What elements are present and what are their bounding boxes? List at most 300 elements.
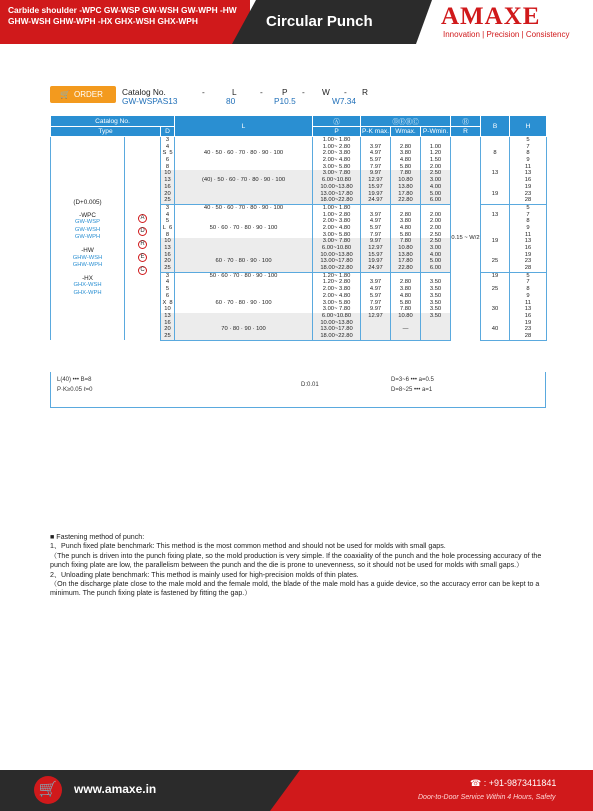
cell-pk: 9.97	[361, 170, 391, 177]
cell-pw: 3.50	[421, 300, 451, 307]
note-1-title: 1、Punch fixed plate benchmark: This method is the most common method and should not be used for molds with small gaps.	[50, 542, 446, 551]
type-group-item: GHX-WSH	[73, 282, 102, 289]
cell-b	[481, 197, 510, 204]
cell-pk: 19.97	[361, 191, 391, 198]
cell-w	[391, 204, 421, 211]
cell-pk: 4.97	[361, 150, 391, 157]
cell-pw: 6.00	[421, 265, 451, 272]
cell-h: 8	[510, 286, 547, 293]
cell-h: 8	[510, 218, 547, 225]
note-2-body: （On the discharge plate close to the male mold and the female mold, the blade of the male mold has a guide device, so the accuracy error can be kept to a minimum. The punch fixing plate is fastened by fitting the gap.）	[50, 580, 540, 598]
cell-p: 10.00~13.80	[313, 320, 361, 327]
cell-w	[391, 320, 421, 327]
cell-b: 13	[481, 212, 510, 219]
cell-d: 4	[161, 279, 175, 286]
cell-p: 2.00~ 4.80	[313, 157, 361, 164]
cell-pk: 5.97	[361, 225, 391, 232]
header-r-marker: Ⓡ	[451, 116, 481, 127]
cell-p: 1.20~ 2.80	[313, 279, 361, 286]
cell-d: 10	[161, 306, 175, 313]
cell-pk: 4.97	[361, 218, 391, 225]
cell-p: 6.00~10.80	[313, 177, 361, 184]
cell-w: 7.80	[391, 170, 421, 177]
cell-pk: 12.97	[361, 313, 391, 320]
catalog-label: Catalog No.	[122, 87, 166, 97]
cell-b	[481, 245, 510, 252]
cell-pw	[421, 326, 451, 333]
cell-d: 16	[161, 252, 175, 259]
cell-pw: 2.00	[421, 218, 451, 225]
tolerance-label: (D+0.005)	[73, 199, 102, 206]
cell-d: 13	[161, 313, 175, 320]
cell-p: 3.00~ 7.80	[313, 238, 361, 245]
cell-w: 5.80	[391, 232, 421, 239]
cell-h: 13	[510, 238, 547, 245]
header-a-marker: Ⓐ	[313, 116, 361, 127]
cell-l	[175, 286, 313, 293]
cell-d: 25	[161, 197, 175, 204]
cell-p: 1.00~ 1.80	[313, 137, 361, 144]
cart-icon: 🛒	[60, 90, 70, 99]
cell-l	[175, 197, 313, 204]
cell-p: 1.00~ 2.80	[313, 212, 361, 219]
example-p: P10.5	[274, 96, 296, 106]
header-p: P	[313, 127, 361, 137]
cell-pk	[361, 326, 391, 333]
cell-pk	[361, 137, 391, 144]
cell-pk: 24.97	[361, 197, 391, 204]
website-link[interactable]: www.amaxe.in	[74, 782, 157, 796]
cell-p: 1.20~ 1.80	[313, 272, 361, 279]
cell-w	[391, 137, 421, 144]
cell-w: —	[391, 326, 421, 333]
cell-d: 20	[161, 258, 175, 265]
type-block	[51, 137, 125, 341]
cell-pk: 4.97	[361, 286, 391, 293]
cell-p: 13.00~17.80	[313, 191, 361, 198]
cell-h: 23	[510, 191, 547, 198]
cell-w: 10.80	[391, 313, 421, 320]
cell-p: 6.00~10.80	[313, 245, 361, 252]
cell-pk: 9.97	[361, 238, 391, 245]
note-1-body: （The punch is driven into the punch fixing plate, so the mold production is very simple. If the coaxiality of the punch and the hole processing accuracy of the punch fixing plate are low, the parallelism between the punch and the die is prone to unevenness, so it should not be used for molds with small gaps.）	[50, 551, 542, 570]
cell-b: 25	[481, 258, 510, 265]
header-r: R	[451, 127, 481, 137]
cell-pw: 3.00	[421, 245, 451, 252]
footnote-1: L(40) ••• B=8	[57, 377, 92, 383]
cell-b	[481, 157, 510, 164]
cell-p: 10.00~13.80	[313, 252, 361, 259]
example-catalog: GW-WSPAS13	[122, 96, 178, 106]
cell-pw: 3.50	[421, 306, 451, 313]
header-d: D	[161, 127, 175, 137]
cell-pw: 2.50	[421, 238, 451, 245]
cell-pw: 4.00	[421, 184, 451, 191]
cell-p: 6.00~10.80	[313, 313, 361, 320]
type-group-item: GW-WSH	[74, 226, 101, 233]
cell-d: 3	[161, 137, 175, 144]
cell-w: 10.80	[391, 177, 421, 184]
example-l: 80	[226, 96, 236, 106]
cell-h: 16	[510, 245, 547, 252]
cell-b	[481, 293, 510, 300]
cell-p: 3.00~ 7.80	[313, 306, 361, 313]
cell-l	[175, 265, 313, 272]
cell-pk: 9.97	[361, 306, 391, 313]
cell-pk: 5.97	[361, 293, 391, 300]
cell-l	[175, 137, 313, 144]
cell-pk: 7.97	[361, 232, 391, 239]
cell-pw: 3.00	[421, 177, 451, 184]
header-product-band	[0, 0, 250, 44]
cell-pk	[361, 333, 391, 340]
cell-pw: 2.00	[421, 164, 451, 171]
cell-h: 28	[510, 265, 547, 272]
cell-d: 5	[161, 286, 175, 293]
cell-l	[175, 157, 313, 164]
cell-pw	[421, 272, 451, 279]
cell-pk: 12.97	[361, 177, 391, 184]
footnote-5: D=8~25 ••• a=1	[391, 387, 433, 393]
table-row	[51, 137, 547, 144]
cell-pk: 12.97	[361, 245, 391, 252]
cell-pw: 3.50	[421, 313, 451, 320]
cell-l	[175, 293, 313, 300]
cell-w: 22.80	[391, 265, 421, 272]
cell-l	[175, 164, 313, 171]
cell-l	[175, 306, 313, 313]
type-group-item: GW-WSP	[74, 219, 100, 226]
shopping-cart-icon: 🛒	[34, 776, 62, 804]
cell-w	[391, 272, 421, 279]
cell-h: 9	[510, 293, 547, 300]
cell-l	[175, 232, 313, 239]
cell-b	[481, 320, 510, 327]
cell-h: 5	[510, 137, 547, 144]
cell-b: 19	[481, 238, 510, 245]
cell-h: 13	[510, 170, 547, 177]
code-marker: C	[138, 266, 147, 275]
cell-d: 6	[161, 157, 175, 164]
header-pw-min: P-Wmin.	[421, 127, 451, 137]
cell-pw: 1.00	[421, 144, 451, 151]
cell-b	[481, 164, 510, 171]
cell-d: 4	[161, 144, 175, 151]
cell-d: 16	[161, 320, 175, 327]
cell-b: 19	[481, 272, 510, 279]
cell-h: 9	[510, 157, 547, 164]
cell-w: 22.80	[391, 197, 421, 204]
cell-b: 19	[481, 191, 510, 198]
cell-l	[175, 320, 313, 327]
header-h: H	[510, 116, 547, 137]
cell-d: 6	[161, 293, 175, 300]
cell-w: 7.80	[391, 306, 421, 313]
cell-r: 0.15 ~ W/2	[451, 137, 481, 341]
cell-pw: 2.00	[421, 225, 451, 232]
code-marker: R	[138, 240, 147, 249]
cell-pw: 3.50	[421, 279, 451, 286]
format-sep-1: -	[202, 87, 205, 97]
cell-b	[481, 265, 510, 272]
cell-b: 13	[481, 170, 510, 177]
cell-b	[481, 313, 510, 320]
cell-h: 5	[510, 272, 547, 279]
type-group-name: -WPC	[79, 211, 96, 219]
cell-l: (40) · 50 · 60 · 70 · 80 · 90 · 100	[175, 177, 313, 184]
cell-pk: 3.97	[361, 212, 391, 219]
cell-b	[481, 137, 510, 144]
cell-pw: 5.00	[421, 258, 451, 265]
cell-l	[175, 212, 313, 219]
cell-b	[481, 218, 510, 225]
cell-l	[175, 252, 313, 259]
header-derc-marker: ⒹⒺⓇⒸ	[361, 116, 451, 127]
cell-l: 40 · 50 · 60 · 70 · 80 · 90 · 100	[175, 150, 313, 157]
shape-label: S	[162, 150, 167, 157]
format-l: L	[232, 87, 237, 97]
cell-p: 3.00~ 5.80	[313, 232, 361, 239]
cell-w: 17.80	[391, 258, 421, 265]
shape-label: L	[162, 224, 166, 231]
cell-p: 3.00~ 5.80	[313, 300, 361, 307]
header-type: Type	[51, 127, 161, 137]
cell-h: 11	[510, 232, 547, 239]
table-footnotes	[50, 372, 546, 408]
cell-h: 19	[510, 320, 547, 327]
cell-pw	[421, 137, 451, 144]
cell-w: 10.80	[391, 245, 421, 252]
cell-h: 28	[510, 333, 547, 340]
cell-p: 1.00~ 2.80	[313, 144, 361, 151]
note-2-title: 2、Unloading plate benchmark: This method is mainly used for high-precision molds of thin plates.	[50, 570, 359, 579]
type-group-name: -HW	[81, 246, 94, 254]
cell-l	[175, 333, 313, 340]
cell-b	[481, 232, 510, 239]
cell-p: 2.00~ 3.80	[313, 286, 361, 293]
cell-h: 16	[510, 177, 547, 184]
cell-d: 8	[161, 164, 175, 171]
cell-w: 4.80	[391, 293, 421, 300]
cell-d: 20	[161, 326, 175, 333]
cell-h: 11	[510, 300, 547, 307]
footnote-4: D=3~6 ••• a=0.5	[391, 377, 434, 383]
cell-w: 4.80	[391, 157, 421, 164]
cell-p: 18.00~22.80	[313, 333, 361, 340]
page-title: Circular Punch	[266, 13, 373, 30]
cell-h: 23	[510, 258, 547, 265]
spec-table-body	[51, 137, 547, 341]
cell-d-value: 6	[169, 224, 173, 231]
cell-l: 70 · 80 · 90 · 100	[175, 326, 313, 333]
page-footer	[0, 770, 593, 811]
cell-h: 19	[510, 252, 547, 259]
cell-pk: 7.97	[361, 300, 391, 307]
cell-d: 25	[161, 265, 175, 272]
code-markers	[125, 137, 161, 341]
cell-w: 7.80	[391, 238, 421, 245]
cell-l: 40 · 50 · 60 · 70 · 80 · 90 · 100	[175, 204, 313, 211]
logo-tagline: Innovation | Precision | Consistency	[443, 30, 570, 39]
cell-d: 20	[161, 191, 175, 198]
cell-pw: 2.00	[421, 212, 451, 219]
cell-w	[391, 333, 421, 340]
cell-b	[481, 184, 510, 191]
cell-b	[481, 225, 510, 232]
cell-pw: 2.50	[421, 170, 451, 177]
cell-w: 17.80	[391, 191, 421, 198]
cell-h: 11	[510, 164, 547, 171]
cell-b: 40	[481, 326, 510, 333]
cell-d: 10	[161, 170, 175, 177]
cell-p: 10.00~13.80	[313, 184, 361, 191]
cell-d: 13	[161, 177, 175, 184]
cell-pk: 15.97	[361, 252, 391, 259]
cell-pk: 3.97	[361, 279, 391, 286]
cell-pk: 3.97	[361, 144, 391, 151]
cell-d: 10	[161, 238, 175, 245]
cell-pw: 5.00	[421, 191, 451, 198]
cell-l	[175, 245, 313, 252]
cell-l	[175, 238, 313, 245]
cell-p: 2.00~ 3.80	[313, 218, 361, 225]
type-group-name: -HX	[82, 274, 93, 282]
cell-p: 18.00~22.80	[313, 197, 361, 204]
format-sep-4: -	[344, 87, 347, 97]
cell-l: 50 · 60 · 70 · 80 · 90 · 100	[175, 225, 313, 232]
notes-heading: ■ Fastening method of punch:	[50, 533, 145, 541]
cell-pw: 4.00	[421, 252, 451, 259]
cell-pw: 1.20	[421, 150, 451, 157]
cell-b: 8	[481, 150, 510, 157]
cell-d-value: 5	[169, 150, 173, 157]
cell-pw: 3.50	[421, 286, 451, 293]
cell-h: 28	[510, 197, 547, 204]
cell-d: 4	[161, 212, 175, 219]
cell-b: 30	[481, 306, 510, 313]
footnote-2: P·K≥0.05 ℓ=0	[57, 387, 93, 393]
cell-pk: 15.97	[361, 184, 391, 191]
cell-d	[161, 225, 175, 232]
cell-w: 3.80	[391, 150, 421, 157]
header-w-max: Wmax.	[391, 127, 421, 137]
cell-b	[481, 177, 510, 184]
cell-b	[481, 300, 510, 307]
cell-h: 7	[510, 279, 547, 286]
cell-d: 3	[161, 204, 175, 211]
code-marker: D	[138, 227, 147, 236]
cell-w: 13.80	[391, 252, 421, 259]
example-w: W7.34	[332, 96, 356, 106]
format-p: P	[282, 87, 288, 97]
cell-l	[175, 313, 313, 320]
cell-pw	[421, 320, 451, 327]
cell-d: 8	[161, 232, 175, 239]
cell-d-value: 8	[169, 299, 173, 306]
cell-p: 2.00~ 4.80	[313, 225, 361, 232]
format-w: W	[322, 87, 330, 97]
cell-p: 1.00~ 1.80	[313, 204, 361, 211]
cell-b	[481, 252, 510, 259]
type-group-item: GW-WPH	[74, 234, 101, 241]
format-sep-3: -	[302, 87, 305, 97]
cell-l	[175, 279, 313, 286]
cell-w: 2.80	[391, 212, 421, 219]
cell-pw: 2.50	[421, 232, 451, 239]
spec-table	[50, 115, 547, 341]
cell-pk: 19.97	[361, 258, 391, 265]
header-b: B	[481, 116, 510, 137]
cell-d: 13	[161, 245, 175, 252]
type-group-item: GHX-WPH	[73, 289, 102, 296]
cell-w: 4.80	[391, 225, 421, 232]
phone-number[interactable]: ☎ : +91-9873411841	[470, 778, 557, 788]
product-line-text: Carbide shoulder -WPC GW-WSP GW-WSH GW-WPH -HW GHW-WSH GHW-WPH -HX GHX-WSH GHX-WPH	[8, 5, 237, 26]
cell-d: 3	[161, 272, 175, 279]
cell-l	[175, 218, 313, 225]
cell-d: 25	[161, 333, 175, 340]
page-header	[0, 0, 593, 50]
delivery-note: Door-to-Door Service Within 4 Hours, Safety	[418, 794, 556, 801]
cell-h: 7	[510, 212, 547, 219]
order-label: ORDER	[73, 90, 103, 99]
cell-w: 13.80	[391, 184, 421, 191]
cell-w: 2.80	[391, 144, 421, 151]
code-marker: E	[138, 253, 147, 262]
header-catalog-no: Catalog No.	[51, 116, 175, 127]
cell-pk	[361, 272, 391, 279]
code-marker: A	[138, 214, 147, 223]
cell-h: 13	[510, 306, 547, 313]
cell-w: 2.80	[391, 279, 421, 286]
cell-h: 9	[510, 225, 547, 232]
cell-h: 7	[510, 144, 547, 151]
cell-d: 16	[161, 184, 175, 191]
type-group-item: GHW-WSH	[72, 254, 103, 261]
cell-pk	[361, 204, 391, 211]
amaxe-logo[interactable]: AMAXE	[441, 3, 541, 30]
cell-p: 18.00~22.80	[313, 265, 361, 272]
cell-w: 3.80	[391, 286, 421, 293]
format-sep-2: -	[260, 87, 263, 97]
cell-pw	[421, 204, 451, 211]
shape-label: X	[162, 299, 167, 306]
cell-pw: 6.00	[421, 197, 451, 204]
cell-w: 5.80	[391, 300, 421, 307]
cell-b	[481, 333, 510, 340]
cell-h: 8	[510, 150, 547, 157]
cell-l: 50 · 60 · 70 · 80 · 90 · 100	[175, 272, 313, 279]
cell-p: 2.00~ 3.80	[313, 150, 361, 157]
cell-w: 3.80	[391, 218, 421, 225]
type-group-item: GHW-WPH	[72, 262, 103, 269]
cell-h: 16	[510, 313, 547, 320]
cell-l	[175, 191, 313, 198]
order-badge	[50, 86, 116, 103]
cell-b	[481, 279, 510, 286]
cell-pk	[361, 320, 391, 327]
fastening-notes	[50, 533, 550, 599]
footnote-3: D:0.01	[301, 382, 319, 388]
cell-l: 60 · 70 · 80 · 90 · 100	[175, 300, 313, 307]
cell-l	[175, 144, 313, 151]
cell-l	[175, 184, 313, 191]
cell-h: 19	[510, 184, 547, 191]
cell-d	[161, 150, 175, 157]
cell-p: 13.00~17.80	[313, 326, 361, 333]
cell-d: 5	[161, 218, 175, 225]
cell-w: 5.80	[391, 164, 421, 171]
